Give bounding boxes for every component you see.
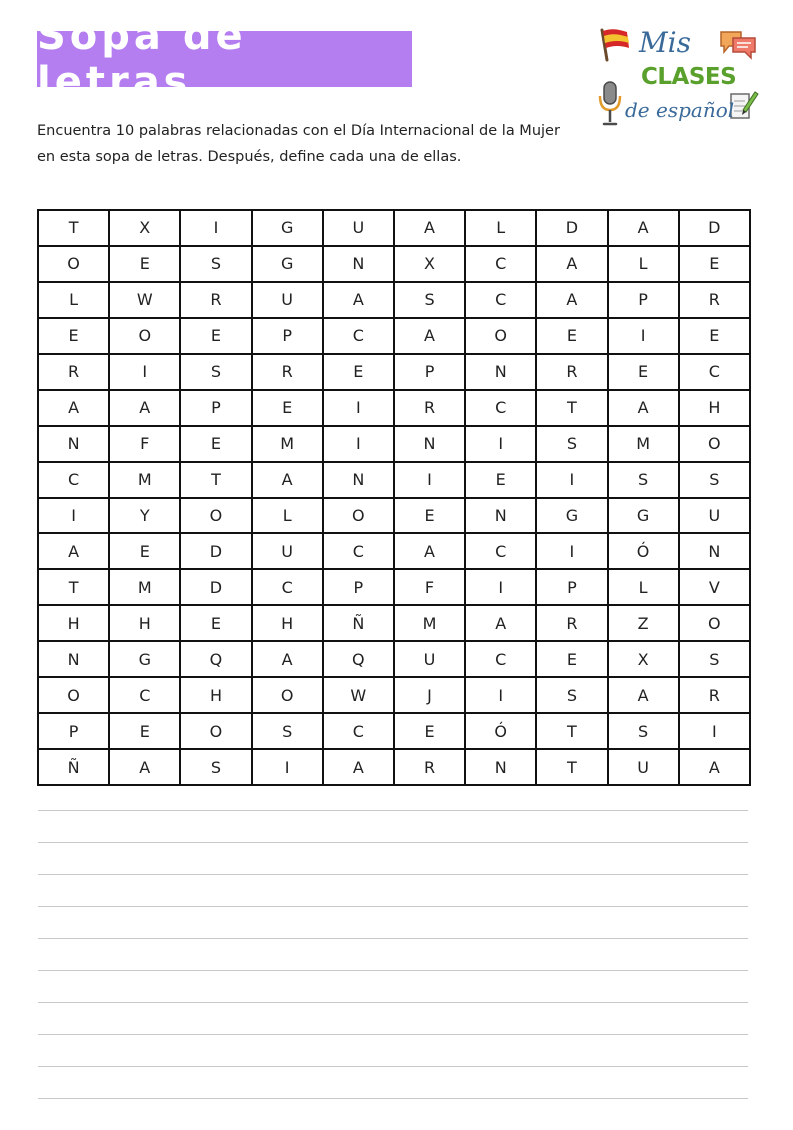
- grid-cell[interactable]: I: [323, 426, 394, 462]
- grid-cell[interactable]: X: [608, 641, 679, 677]
- grid-cell[interactable]: N: [38, 426, 109, 462]
- grid-cell[interactable]: O: [38, 246, 109, 282]
- grid-cell[interactable]: A: [465, 605, 536, 641]
- grid-cell[interactable]: L: [38, 282, 109, 318]
- grid-cell[interactable]: R: [180, 282, 251, 318]
- grid-row: [38, 533, 750, 569]
- answer-line[interactable]: [38, 1034, 748, 1035]
- grid-cell[interactable]: S: [608, 713, 679, 749]
- grid-cell[interactable]: E: [465, 462, 536, 498]
- grid-cell[interactable]: I: [679, 713, 750, 749]
- grid-cell[interactable]: N: [394, 426, 465, 462]
- grid-cell[interactable]: Ñ: [38, 749, 109, 785]
- grid-row: [38, 605, 750, 641]
- grid-cell[interactable]: A: [38, 390, 109, 426]
- grid-cell[interactable]: O: [465, 318, 536, 354]
- grid-cell[interactable]: A: [536, 282, 607, 318]
- grid-cell[interactable]: M: [109, 462, 180, 498]
- grid-cell[interactable]: Ñ: [323, 605, 394, 641]
- grid-row: [38, 318, 750, 354]
- grid-cell[interactable]: R: [38, 354, 109, 390]
- grid-cell[interactable]: R: [679, 677, 750, 713]
- grid-cell[interactable]: S: [394, 282, 465, 318]
- grid-cell[interactable]: P: [536, 569, 607, 605]
- grid-cell[interactable]: S: [180, 354, 251, 390]
- answer-line[interactable]: [38, 1066, 748, 1067]
- grid-cell[interactable]: E: [109, 533, 180, 569]
- grid-cell[interactable]: C: [323, 713, 394, 749]
- grid-cell[interactable]: E: [323, 354, 394, 390]
- grid-cell[interactable]: E: [180, 318, 251, 354]
- grid-cell[interactable]: D: [679, 210, 750, 246]
- grid-cell[interactable]: Q: [180, 641, 251, 677]
- grid-cell[interactable]: A: [394, 318, 465, 354]
- grid-cell[interactable]: I: [536, 533, 607, 569]
- grid-cell[interactable]: N: [38, 641, 109, 677]
- logo-text-espanol: de español: [625, 98, 735, 122]
- grid-cell[interactable]: S: [252, 713, 323, 749]
- grid-cell[interactable]: Ó: [608, 533, 679, 569]
- grid-cell[interactable]: N: [465, 354, 536, 390]
- grid-cell[interactable]: U: [394, 641, 465, 677]
- answer-line[interactable]: [38, 874, 748, 875]
- grid-cell[interactable]: A: [323, 282, 394, 318]
- grid-cell[interactable]: S: [180, 246, 251, 282]
- answer-line[interactable]: [38, 842, 748, 843]
- grid-row: [38, 569, 750, 605]
- grid-cell[interactable]: C: [323, 533, 394, 569]
- grid-cell[interactable]: I: [38, 498, 109, 534]
- instructions: Encuentra 10 palabras relacionadas con el Día Internacional de la Mujer en esta sopa de letras. Después, define cada una de ellas.: [37, 123, 560, 165]
- grid-cell[interactable]: N: [323, 246, 394, 282]
- grid-cell[interactable]: N: [323, 462, 394, 498]
- grid-cell[interactable]: G: [536, 498, 607, 534]
- grid-cell[interactable]: G: [252, 210, 323, 246]
- grid-cell[interactable]: C: [465, 282, 536, 318]
- grid-cell[interactable]: A: [252, 462, 323, 498]
- grid-cell[interactable]: T: [536, 749, 607, 785]
- grid-cell[interactable]: M: [608, 426, 679, 462]
- grid-cell[interactable]: A: [608, 390, 679, 426]
- grid-cell[interactable]: I: [109, 354, 180, 390]
- grid-cell[interactable]: D: [180, 569, 251, 605]
- grid-cell[interactable]: O: [38, 677, 109, 713]
- grid-cell[interactable]: O: [679, 605, 750, 641]
- grid-cell[interactable]: I: [252, 749, 323, 785]
- grid-cell[interactable]: W: [109, 282, 180, 318]
- grid-cell[interactable]: P: [180, 390, 251, 426]
- grid-cell[interactable]: I: [465, 677, 536, 713]
- grid-cell[interactable]: S: [180, 749, 251, 785]
- grid-row: [38, 210, 750, 246]
- grid-cell[interactable]: I: [180, 210, 251, 246]
- grid-cell[interactable]: F: [394, 569, 465, 605]
- grid-cell[interactable]: C: [465, 533, 536, 569]
- logo: [595, 22, 760, 137]
- grid-cell[interactable]: E: [394, 498, 465, 534]
- grid-cell[interactable]: M: [252, 426, 323, 462]
- grid-cell[interactable]: U: [608, 749, 679, 785]
- grid-cell[interactable]: C: [38, 462, 109, 498]
- grid-cell[interactable]: V: [679, 569, 750, 605]
- grid-cell[interactable]: I: [323, 390, 394, 426]
- grid-cell[interactable]: E: [38, 318, 109, 354]
- grid-cell[interactable]: R: [394, 390, 465, 426]
- grid-row: [38, 246, 750, 282]
- grid-cell[interactable]: A: [394, 210, 465, 246]
- grid-cell[interactable]: M: [394, 605, 465, 641]
- grid-cell[interactable]: E: [679, 318, 750, 354]
- grid-cell[interactable]: O: [252, 677, 323, 713]
- grid-cell[interactable]: P: [394, 354, 465, 390]
- grid-row: [38, 354, 750, 390]
- grid-cell[interactable]: E: [679, 246, 750, 282]
- grid-cell[interactable]: T: [38, 210, 109, 246]
- grid-cell[interactable]: A: [536, 246, 607, 282]
- grid-cell[interactable]: S: [679, 641, 750, 677]
- answer-line[interactable]: [38, 1098, 748, 1099]
- grid-cell[interactable]: L: [608, 569, 679, 605]
- grid-cell[interactable]: A: [252, 641, 323, 677]
- grid-cell[interactable]: E: [252, 390, 323, 426]
- grid-cell[interactable]: O: [679, 426, 750, 462]
- grid-cell[interactable]: A: [608, 210, 679, 246]
- grid-row: [38, 462, 750, 498]
- grid-cell[interactable]: X: [109, 210, 180, 246]
- grid-cell[interactable]: T: [536, 713, 607, 749]
- grid-cell[interactable]: U: [323, 210, 394, 246]
- grid-cell[interactable]: C: [465, 246, 536, 282]
- grid-row: [38, 282, 750, 318]
- grid-cell[interactable]: E: [394, 713, 465, 749]
- grid-cell[interactable]: I: [536, 462, 607, 498]
- spain-flag-icon: [597, 26, 631, 62]
- grid-cell[interactable]: H: [109, 605, 180, 641]
- grid-cell[interactable]: H: [252, 605, 323, 641]
- grid-cell[interactable]: W: [323, 677, 394, 713]
- grid-row: [38, 390, 750, 426]
- grid-cell[interactable]: R: [679, 282, 750, 318]
- grid-cell[interactable]: G: [252, 246, 323, 282]
- grid-cell[interactable]: A: [109, 749, 180, 785]
- grid-cell[interactable]: E: [180, 605, 251, 641]
- grid-cell[interactable]: J: [394, 677, 465, 713]
- grid-cell[interactable]: A: [109, 390, 180, 426]
- grid-cell[interactable]: H: [679, 390, 750, 426]
- grid-cell[interactable]: E: [180, 426, 251, 462]
- grid-cell[interactable]: T: [536, 390, 607, 426]
- grid-row: [38, 498, 750, 534]
- grid-cell[interactable]: I: [465, 426, 536, 462]
- grid-cell[interactable]: G: [109, 641, 180, 677]
- grid-cell[interactable]: C: [252, 569, 323, 605]
- grid-cell[interactable]: S: [536, 426, 607, 462]
- grid-row: [38, 641, 750, 677]
- grid-cell[interactable]: C: [109, 677, 180, 713]
- grid-cell[interactable]: Ó: [465, 713, 536, 749]
- grid-cell[interactable]: T: [180, 462, 251, 498]
- grid-cell[interactable]: P: [323, 569, 394, 605]
- grid-cell[interactable]: I: [394, 462, 465, 498]
- grid-cell[interactable]: O: [180, 498, 251, 534]
- logo-text-clases: CLASES: [641, 64, 737, 90]
- grid-cell[interactable]: E: [109, 713, 180, 749]
- grid-cell[interactable]: M: [109, 569, 180, 605]
- grid-row: [38, 677, 750, 713]
- grid-cell[interactable]: I: [465, 569, 536, 605]
- answer-line[interactable]: [38, 1002, 748, 1003]
- grid-cell[interactable]: F: [109, 426, 180, 462]
- grid-cell[interactable]: A: [38, 533, 109, 569]
- grid-cell[interactable]: L: [252, 498, 323, 534]
- grid-cell[interactable]: A: [608, 677, 679, 713]
- answer-line[interactable]: [38, 810, 748, 811]
- grid-cell[interactable]: Z: [608, 605, 679, 641]
- grid-cell[interactable]: N: [465, 749, 536, 785]
- grid-cell[interactable]: E: [536, 641, 607, 677]
- grid-cell[interactable]: E: [109, 246, 180, 282]
- grid-cell[interactable]: C: [323, 318, 394, 354]
- grid-cell[interactable]: X: [394, 246, 465, 282]
- grid-cell[interactable]: A: [679, 749, 750, 785]
- grid-cell[interactable]: L: [608, 246, 679, 282]
- grid-cell[interactable]: S: [679, 462, 750, 498]
- page-title: Sopa de letras: [37, 13, 247, 105]
- grid-cell[interactable]: N: [465, 498, 536, 534]
- grid-cell[interactable]: O: [180, 713, 251, 749]
- grid-cell[interactable]: Q: [323, 641, 394, 677]
- grid-cell[interactable]: R: [536, 605, 607, 641]
- grid-cell[interactable]: O: [109, 318, 180, 354]
- answer-line[interactable]: [38, 906, 748, 907]
- grid-cell[interactable]: D: [180, 533, 251, 569]
- grid-cell[interactable]: C: [465, 641, 536, 677]
- grid-cell[interactable]: S: [608, 462, 679, 498]
- answer-lines: [38, 810, 748, 1130]
- logo-text-mis: Mis: [639, 26, 691, 59]
- grid-cell[interactable]: A: [323, 749, 394, 785]
- grid-cell[interactable]: R: [252, 354, 323, 390]
- grid-cell[interactable]: E: [608, 354, 679, 390]
- grid-cell[interactable]: A: [394, 533, 465, 569]
- microphone-icon: [597, 80, 623, 128]
- grid-cell[interactable]: G: [608, 498, 679, 534]
- grid-cell[interactable]: S: [536, 677, 607, 713]
- grid-row: [38, 749, 750, 785]
- answer-line[interactable]: [38, 938, 748, 939]
- grid-cell[interactable]: U: [252, 533, 323, 569]
- grid-cell[interactable]: E: [536, 318, 607, 354]
- grid-cell[interactable]: C: [679, 354, 750, 390]
- grid-row: [38, 713, 750, 749]
- speech-bubbles-icon: [719, 28, 757, 60]
- grid-cell[interactable]: P: [38, 713, 109, 749]
- grid-cell[interactable]: R: [394, 749, 465, 785]
- grid-cell[interactable]: D: [536, 210, 607, 246]
- grid-cell[interactable]: R: [536, 354, 607, 390]
- grid-cell[interactable]: P: [608, 282, 679, 318]
- grid-cell[interactable]: Y: [109, 498, 180, 534]
- grid-cell[interactable]: H: [180, 677, 251, 713]
- grid-cell[interactable]: O: [323, 498, 394, 534]
- grid-cell[interactable]: N: [679, 533, 750, 569]
- grid-row: [38, 426, 750, 462]
- grid-cell[interactable]: H: [38, 605, 109, 641]
- word-search-grid: [37, 209, 751, 786]
- answer-line[interactable]: [38, 970, 748, 971]
- grid-cell[interactable]: U: [252, 282, 323, 318]
- grid-cell[interactable]: P: [252, 318, 323, 354]
- grid-cell[interactable]: T: [38, 569, 109, 605]
- title-banner: [37, 13, 412, 105]
- grid-cell[interactable]: U: [679, 498, 750, 534]
- grid-cell[interactable]: L: [465, 210, 536, 246]
- grid-cell[interactable]: C: [465, 390, 536, 426]
- grid-cell[interactable]: I: [608, 318, 679, 354]
